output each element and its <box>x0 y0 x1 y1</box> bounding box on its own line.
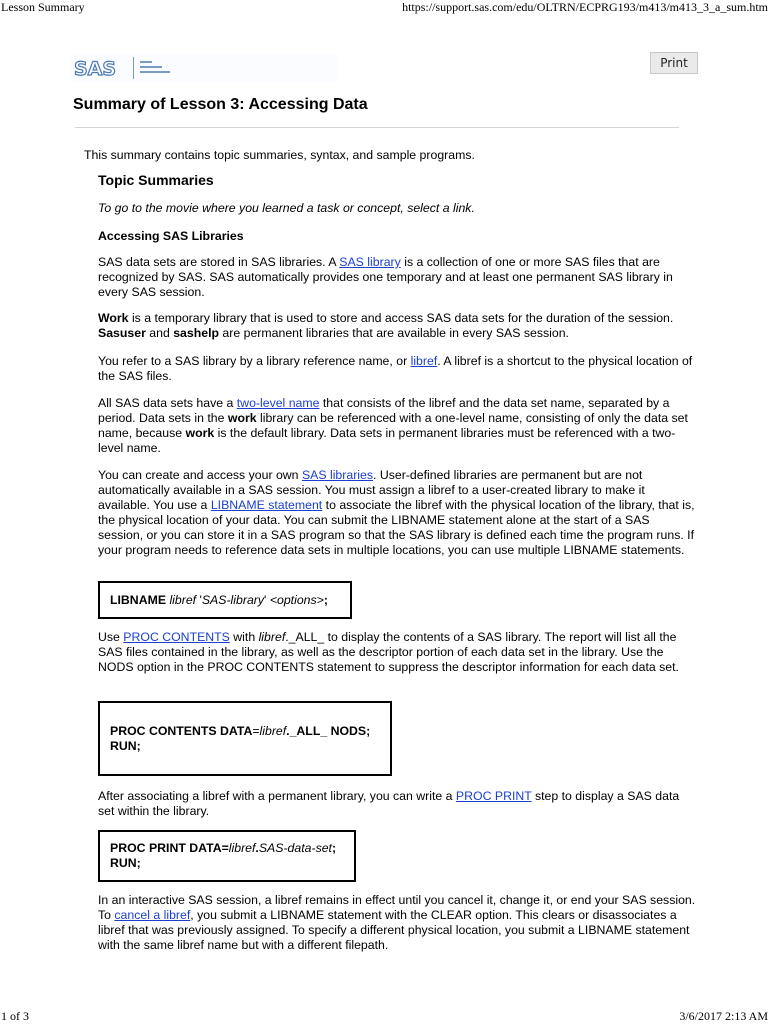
code-proc-contents: PROC CONTENTS DATA=libref._ALL_ NODS; RUN; <box>98 701 392 776</box>
link-sas-libraries[interactable]: SAS libraries <box>301 468 374 482</box>
link-proc-contents[interactable]: PROC CONTENTS <box>123 630 230 644</box>
paragraph-libref: You refer to a SAS library by a library reference name, or libref. A libref is a shortcut to the physical location of the SAS files. <box>98 354 693 383</box>
paragraph-user-libraries: You can create and access your own SAS libraries. User-defined libraries are permanent but are not automatically available in a SAS session. You must assign a libref to a user-created library to make it available. You use a LIBNAME statement to associate the libref with the physical location of the library, that is, the physical location of your data. You can submit the LIBNAME statement alone at the start of a SAS session, or you can store it in a SAS program so that the SAS library is defined each time the program runs. If your program needs to reference data sets in multiple locations, you can use multiple LIBNAME statements. <box>98 468 695 557</box>
page-title: Summary of Lesson 3: Accessing Data <box>73 96 368 113</box>
link-proc-print[interactable]: PROC PRINT <box>455 789 532 803</box>
topic-instruction: To go to the movie where you learned a task or concept, select a link. <box>98 201 475 215</box>
link-sas-library[interactable]: SAS library <box>339 255 401 269</box>
code-libname: LIBNAME libref 'SAS-library' <options>; <box>98 581 352 619</box>
browser-tab-title: Lesson Summary <box>1 0 85 14</box>
link-libname-statement[interactable]: LIBNAME statement <box>210 498 323 512</box>
code-proc-print: PROC PRINT DATA=libref.SAS-data-set; RUN; <box>98 830 356 882</box>
logo-tagline-icon <box>140 60 174 76</box>
paragraph-cancel-libref: In an interactive SAS session, a libref remains in effect until you cancel it, change it, or end your SAS session. To cancel a libref, you submit a LIBNAME statement with the CLEAR option. This clears or disassociates a libref that was previously assigned. To specify a different physical location, you submit a LIBNAME statement with the same libref name but with a different filepath. <box>98 893 696 952</box>
paragraph-two-level-name: All SAS data sets have a two-level name that consists of the libref and the data set name, separated by a period. Data sets in the work library can be referenced with a one-level name, consisting of only the data set name, because work is the default library. Data sets in permanent libraries must be referenced with a two-level name. <box>98 396 688 455</box>
intro-text: This summary contains topic summaries, syntax, and sample programs. <box>84 148 475 162</box>
sas-logo <box>70 54 338 82</box>
section-heading: Accessing SAS Libraries <box>98 229 244 243</box>
paragraph-proc-contents: Use PROC CONTENTS with libref._ALL_ to display the contents of a SAS library. The report will list all the SAS files contained in the library, as well as the descriptor portion of each data set in the library. Use the NODS option in the PROC CONTENTS statement to suppress the descriptor information for each data set. <box>98 630 679 674</box>
print-datetime: 3/6/2017 2:13 AM <box>679 1009 768 1023</box>
link-two-level-name[interactable]: two-level name <box>236 396 320 410</box>
paragraph-work-library: Work is a temporary library that is used to store and access SAS data sets for the duration of the session. Sasuser and sashelp are permanent libraries that are available in every SAS session. <box>98 311 674 340</box>
paragraph-proc-print: After associating a libref with a permanent library, you can write a PROC PRINT step to display a SAS data set within the library. <box>98 789 680 818</box>
sas-logo-icon <box>72 56 130 80</box>
link-cancel-libref[interactable]: cancel a libref <box>114 908 191 922</box>
topic-summaries-heading: Topic Summaries <box>98 172 214 188</box>
paragraph-sas-libraries: SAS data sets are stored in SAS libraries. A SAS library is a collection of one or more SAS files that are recognized by SAS. SAS automatically provides one temporary and at least one permanent SAS library in every SAS session. <box>98 255 673 299</box>
logo-text: SAS <box>74 58 117 80</box>
title-divider <box>75 127 679 128</box>
page-indicator: 1 of 3 <box>1 1009 29 1023</box>
link-libref[interactable]: libref <box>410 354 438 368</box>
print-button[interactable]: Print <box>650 52 698 74</box>
page-url: https://support.sas.com/edu/OLTRN/ECPRG193/m413/m413_3_a_sum.htm <box>402 0 768 14</box>
